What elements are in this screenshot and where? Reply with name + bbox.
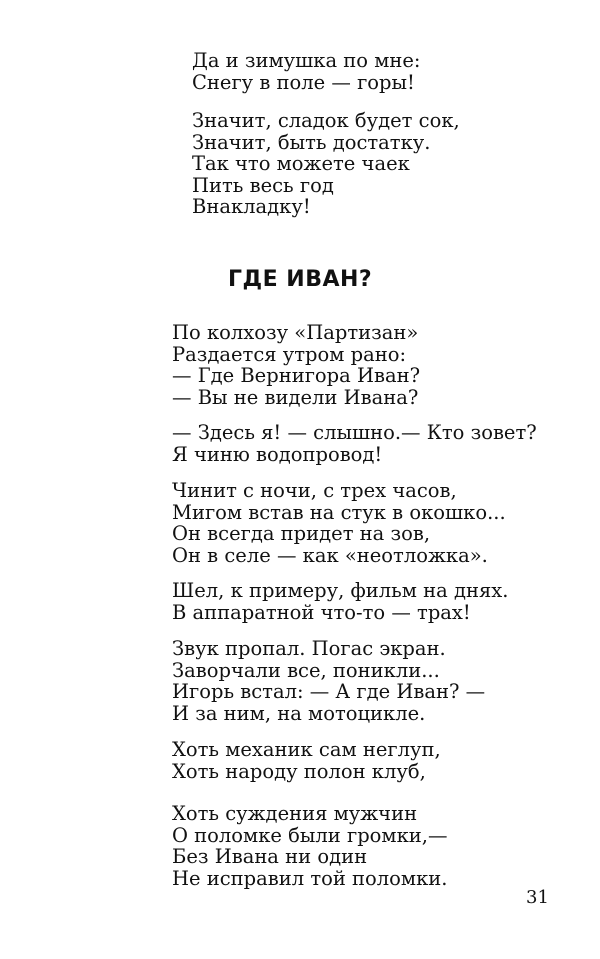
verse-line: — Вы не видели Ивана? xyxy=(172,385,419,409)
verse-line: По колхозу «Партизан» xyxy=(172,321,419,344)
verse-line: Игорь встал: — А где Иван? — xyxy=(172,680,486,703)
verse-line: В аппаратной что-то — трах! xyxy=(172,600,471,624)
verse-line: — Где Вернигора Иван? xyxy=(172,364,421,387)
verse-line: Значит, быть достатку. xyxy=(192,130,431,154)
verse-line: Значит, сладок будет сок, xyxy=(192,109,460,132)
page-number: 31 xyxy=(526,887,549,908)
poem-stanza xyxy=(172,480,506,566)
verse-line: Хоть суждения мужчин xyxy=(172,802,418,825)
verse-line: Он всегда придет на зов, xyxy=(172,522,431,545)
poem-stanza xyxy=(172,638,485,724)
verse-line: Так что можете чаек xyxy=(192,152,410,175)
poem-stanza xyxy=(172,422,537,465)
verse-line: Внакладку! xyxy=(192,195,311,218)
verse-line: И за ним, на мотоцикле. xyxy=(172,701,426,725)
verse-line: Пить весь год xyxy=(192,173,334,197)
poem-title: ГДЕ ИВАН? xyxy=(228,267,373,292)
poem-stanza xyxy=(172,322,420,408)
verse-line: Хоть механик сам неглуп, xyxy=(172,738,441,761)
verse-line: Да и зимушка по мне: xyxy=(192,49,421,72)
verse-line: Хоть народу полон клуб, xyxy=(172,759,426,783)
verse-line: Снегу в поле — горы! xyxy=(192,70,415,94)
verse-line: Я чиню водопровод! xyxy=(172,442,383,466)
verse-line: — Здесь я! — слышно.— Кто зовет? xyxy=(172,421,537,444)
poem-stanza xyxy=(172,803,447,889)
poem-prev-stanza xyxy=(192,50,421,93)
verse-line: Он в селе — как «неотложка». xyxy=(172,543,488,567)
verse-line: О поломке были громки,— xyxy=(172,823,448,847)
verse-line: Шел, к примеру, фильм на днях. xyxy=(172,579,509,602)
verse-line: Мигом встав на стук в окошко... xyxy=(172,500,506,524)
verse-line: Без Ивана ни один xyxy=(172,845,368,868)
poem-stanza xyxy=(172,739,441,782)
verse-line: Не исправил той поломки. xyxy=(172,866,448,890)
verse-line: Заворчали все, поникли... xyxy=(172,658,440,682)
verse-line: Звук пропал. Погас экран. xyxy=(172,637,446,660)
poem-prev-stanza xyxy=(192,110,460,218)
poem-stanza xyxy=(172,580,508,623)
verse-line: Чинит с ночи, с трех часов, xyxy=(172,479,457,502)
verse-line: Раздается утром рано: xyxy=(172,342,407,366)
